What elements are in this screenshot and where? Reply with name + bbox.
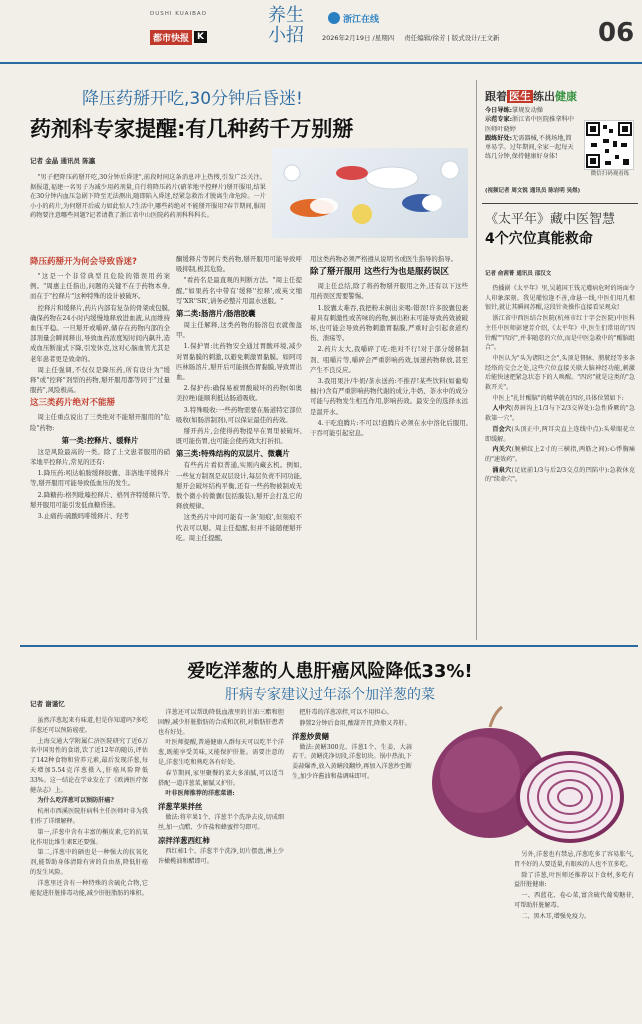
types-intro: 周主任重点说出了三类绝对不能掰开服用的"危险"药物: (30, 413, 170, 432)
a3c2-para: 春节期间,家里聚餐的菜大多油腻,可以适当搭配一道洋葱菜,解腻又护肝。 (158, 769, 284, 787)
onion-illustration (420, 705, 632, 845)
main-column-divider (476, 80, 477, 640)
recipe1-title: 洋葱苹果拌丝 (158, 802, 203, 812)
pills-photo (272, 148, 468, 238)
feature-label: 跟练好处: (485, 134, 513, 142)
article1-col3 (310, 254, 468, 638)
section-title-line2: 小招 (268, 25, 304, 46)
type1-item: 3.止痛药:硫酸吗啡缓释片、羟考 (37, 512, 129, 521)
col3-intro: 周主任总结,除了将药物掰开服用之外,还有以下这些用药误区需要警惕。 (310, 282, 468, 301)
article2-body (485, 284, 635, 636)
article2-byline: 记者 俞茜菁 通讯员 邵汉文 (485, 271, 552, 277)
col3-item: 2.药片太大,我嚼碎了吃:绝对不行!对于部分缓释制剂、咀嚼片等,嚼碎会严重影响药效,加速药物释放,甚至产生不良反应。 (310, 345, 468, 374)
demo-value: 浙江省中医院推拿科中医师叶晓婷 (485, 116, 574, 133)
a3c4-para: 二、黑木耳,增强免疫力。 (521, 912, 591, 920)
onion-photo (420, 705, 632, 845)
qr-label: 微信扫码观看练 (590, 171, 630, 177)
header-info (322, 34, 572, 44)
partner-logo (328, 10, 379, 26)
type1-item: 1.降压药:吲达帕胺缓释胶囊、非洛地平缓释片等,掰开服用可能导致低血压的发生。 (30, 469, 170, 488)
video-credit: (视频记者 周文锐 通讯员 陈岩明 吴煜) (485, 188, 581, 194)
editors: 责任编辑/徐芳 | 版式设计/王文新 (404, 34, 500, 42)
feature-value: 无需器械,不挑场地,简单易学。过年期间,全家一起每天练几分钟,保持健康好身体! (485, 134, 574, 161)
sidebar-info (485, 106, 577, 162)
acupoint-item (485, 445, 635, 464)
date-line: 2026年2月19日 /星期四 (322, 34, 395, 42)
article1-col1 (30, 254, 170, 638)
article3-subhead: 肝病专家建议过年添个加洋葱的菜 (225, 687, 435, 703)
a3c1-para: 杭州市西溪医院肝病科主任医师叶非为我们作了详细解释。 (30, 808, 148, 825)
a3c1-para: 上海交通大学附属仁济医院研究了近6万名中国男性的食谱,饮了近12年的随访,评估了142种食物和营养元素,最后发现洋葱,每天增加5.54克洋葱摄入,肝癌风险降低33%。这一结论在学业发在了《欧洲医疗保健杂志》上。 (30, 737, 148, 794)
col2-cont: 酮缓释片等阿片类药物,掰开服用可能导致呼吸抑制,极其危险。 (176, 255, 302, 274)
a3c3-para: 把肝毒的洋葱凉拌,可以不用担心。 (299, 709, 393, 716)
brand-mid: 练出 (533, 90, 555, 103)
masthead (0, 0, 642, 60)
q-para: 周主任强调,不仅仅是降压药,所有设计为"缓释"或"控释"剂型的药物,掰开服用都等同于"过量服药",风险极高。 (30, 365, 170, 395)
q-para: 控释片和缓释片,药片内部有复杂的骨架或包膜,确保药物在24小时内缓慢地释放进血液,从而维持血压平稳。一旦掰开或嚼碎,储存在药物内部的全部剂量会瞬间释出,导致血药浓度短时间内飙升,造成血压断崖式下降,引发休克,这对心脑血管尤其是老年患者更是致命的。 (30, 303, 170, 363)
acupoint-name: 涌泉穴 (492, 466, 512, 474)
section-title (268, 6, 318, 46)
demo-row (485, 115, 577, 134)
a3c1-para: 第一,洋葱中含有丰富的槲皮素,它的抗氧化作用比维生素E还要强。 (30, 828, 148, 846)
masthead-logo (150, 30, 207, 44)
a3c2-para: 洋葱还可以帮助降低血液里的甘油三酯和胆固醇,减少肝脏脂肪的合成和沉积,对脂肪肝患者也有好处。 (158, 709, 284, 736)
qr-code[interactable] (584, 120, 634, 170)
type3-title: 第三类:特殊结构的双层片、微囊片 (176, 449, 290, 459)
type2-point: 1.保护胃:比药物安全通过胃酸环境,减少对胃黏膜的刺激,以避免刺激胃黏膜。如阿司匹林肠溶片,掰开后可能损伤胃黏膜,导致胃出血。 (176, 342, 302, 382)
acupoint-intro: 中医上"扎针醒脑"的精华就在四窍,具体位置如下: (492, 394, 624, 402)
article1-headline: 药剂科专家提醒:有几种药千万别掰 (30, 117, 354, 141)
col3-item: 1.胶囊太难吞,我把粉末倒出来喝:错误!许多胶囊包裹着具有刺激性或苦味的药物,倒出粉末可能导致药效被破坏,也可能会导致药物刺激胃黏膜,严重时会引起食道灼伤、溃疡等。 (310, 303, 468, 343)
article1-kicker: 降压药掰开吃,30分钟后昏迷! (82, 89, 303, 109)
section-divider (20, 645, 638, 647)
type2-title: 第二类:肠溶片/肠溶胶囊 (176, 309, 256, 319)
type1-item: 2.降糖药:格列吡嗪控释片、格列齐特缓释片等,掰开服用可能引发低血糖昏迷。 (30, 490, 170, 509)
article2-para: 浙江省中西医结合医院(杭州市红十字会医院)中医科主任中医师彭建芳介绍,《太平年》中,医生们常用的"四针醒""四窍",并非随意的穴位,而是中医急救中的"醒脑组合"。 (485, 315, 635, 352)
a3c4-para: 另外,洋葱也有禁忌,洋葱吃多了容易胀气,胃不好的人要适量,有眼疾的人也不宜多吃。 (514, 851, 634, 868)
today-value: 掌规发动操 (512, 107, 543, 114)
article1-lead (30, 173, 266, 251)
partner-logo-icon (328, 12, 340, 24)
demo-label: 示范专家: (485, 116, 513, 124)
article2-para: 中医认为"头为诸阳之会",头顶是督脉、膀胱经等多条经络的交会之处,这些穴位直接关联大脑神经功能,刺激后能快速把紧急状态下的人唤醒。"四窍"就是这类的"急救开关"。 (485, 354, 635, 392)
article2-title-line1: 《太平年》藏中医智慧 (485, 212, 616, 227)
article3-byline: 记者 谢谨忆 (30, 700, 65, 708)
type2-point: 3.特殊吸收:一些药物需要在肠道特定部位吸收(如肠溶制剂),可以保证最佳的药效。 (176, 405, 302, 424)
paper-name: 都市快报 (150, 30, 192, 45)
article3-col4 (514, 850, 634, 1020)
a3c4-para: 除了洋葱,叶医师还推荐以下食材,多吃有益肝脏健康: (514, 871, 634, 889)
col3-top: 用这类药物必须严格遵从说明书或医生指导的指导。 (310, 255, 457, 263)
col2-end: 这类药片中间可能有一条'刻痕',但刻痕不代表可以掰。周主任提醒,但并不能随便掰开吃。周主任提醒, (176, 513, 302, 542)
partner-logo-text: 浙江在线 (343, 14, 380, 25)
acupoint-desc: (头顶正中,两耳尖直上连线中点):头晕眼花立即缓解。 (485, 425, 635, 443)
acupoint-desc: (足底前1/3与后2/3交点的凹陷中):急救休克的"续命穴"。 (485, 466, 635, 484)
type2-para: 掰开药片,会使得药物提早在胃里被破坏,既可能伤胃,也可能会使药效大打折扣。 (176, 427, 302, 446)
pills-illustration (272, 148, 468, 238)
recipe1-text: 做法:将苹果1个、洋葱半个洗净去皮,切成细丝,加一点醋、少许盐和蜂蜜拌匀即可。 (158, 814, 284, 831)
sidebar-divider (482, 203, 638, 204)
article3-headline: 爱吃洋葱的人患肝癌风险降低33%! (187, 661, 473, 682)
a3c1-para: 为什么吃洋葱可以预防肝癌? (37, 797, 115, 805)
brand-prefix: 跟着 (485, 90, 507, 103)
type2-text: 周主任解释,这类药物的肠溶包衣就像盔甲。 (176, 321, 302, 340)
recipe2-text: 西红柿1个、洋葱半个洗净,切片摆盘,淋上少许橄榄油和醋即可。 (158, 847, 284, 865)
today-row (485, 106, 577, 115)
section-title-line1: 养生 (268, 5, 304, 26)
a3c4-para: 一、西蓝花、卷心菜,富含硫代葡萄糖苷,可帮助肝脏解毒。 (514, 892, 634, 909)
type1-text: 这是风险最高的一类。除了上文患者服用的硝苯地平控释片,常见的还有: (30, 447, 170, 467)
masthead-brand-line: DUSHI KUAIBAO (150, 11, 207, 17)
a3c3-para: 静置2分钟后食用,酸甜开胃,降脂又养肝。 (299, 719, 411, 727)
article1-col2 (176, 254, 302, 638)
header-divider (0, 62, 642, 64)
type1-title: 第一类:控释片、缓释片 (61, 435, 139, 445)
acupoint-desc: (鼻唇沟上1/3与下2/3交界处):急性昏厥的"急救第一穴"。 (485, 405, 635, 423)
article3-col2 (158, 708, 284, 1018)
recipe3-text: 做法:黄鳝300克、洋葱1个、生姜、大蒜若干。黄鳝洗净切段,洋葱切块。锅中热油,下姜蒜爆香,放入黄鳝段翻炒,再加入洋葱炒至断生,加少许酱油和盐调味即可。 (292, 743, 412, 780)
acupoint-item (485, 466, 635, 485)
article3-col1 (30, 716, 148, 1018)
a3c1-para: 第二,洋葱中的硒也是一种强大的抗氧化剂,能帮助身体清除有害的自由基,降低肝癌的发生风险。 (30, 849, 148, 876)
type2-point: 2.保护药:确保易被胃酸破坏的药物(如奥美拉唑)能顺利抵达肠道吸收。 (176, 384, 302, 403)
a3c1-para: 洋葱里还含有一种特殊的含硫化合物,它能促进肝脏排毒功能,减少肝脏脂肪的堆积。 (30, 879, 148, 897)
today-label: 今日导练: (485, 107, 513, 114)
acupoint-name: 人中穴 (492, 405, 512, 413)
a3c1-para: 虽然洋葱起来有味道,但是你知道吗?多吃洋葱还可以预防癌症。 (30, 717, 148, 734)
acupoint-name: 内关穴 (492, 446, 512, 454)
qr-code-icon (585, 121, 633, 169)
sidebar-brand (485, 88, 635, 104)
col3-title: 除了掰开服用 这些行为也是服药误区 (310, 267, 449, 278)
col3-item: 3.我用果汁/牛奶/茶水送药:不推荐!某些饮料(如葡萄柚汁)含有严重影响药物代谢的成分,牛奶、茶水中的成分可能与药物发生相互作用,影响药效。最安全的选择永远是温开水。 (310, 377, 468, 416)
types-title: 这三类药片绝对不能掰 (30, 398, 116, 409)
acupoint-item (485, 404, 635, 423)
brand-red: 医生 (509, 90, 531, 103)
page-number: 06 (598, 18, 635, 48)
paper-letter: K (194, 31, 207, 43)
article1-byline: 记者 金晶 通讯员 陈瀛 (30, 157, 96, 165)
type3-text: 有些药片看似普通,实则内藏玄机。例如,一些复方制剂是双层设计,每层负责不同功能,掰开会破坏结构平衡,还有一些药物被制成无数个微小的微囊(包括膜装),掰开会打乱它的释放规律。 (176, 461, 302, 511)
acupoint-item (485, 425, 635, 444)
article1-lead-text: "男子把降压药掰开吃,30分钟后昏迷",前段时间这条消息冲上热搜,引发广泛关注。据报道,福建一名男子为减少用药剂量,自行将降压药片(硝苯地平控释片)掰开服用,结果在30分钟内血压急剧下降至无法测出,随即陷入昏迷,经紧急救治才脱离生命危险。一片小小的药片,为何掰开后威力如此惊人?生活中,哪些药绝对不能掰开服用?春节期间,服用药物要注意哪些问题?记者请教了浙江省中山医院药药剂科科科长。 (30, 174, 266, 220)
col2-tip: "看药名是最直观的判断方法。"周主任提醒,"如果药名中带有'缓释''控释',或英文缩写'XR''SR',请务必整片用温水送服。" (176, 276, 302, 305)
article3-col3 (292, 708, 412, 1018)
feature-row (485, 134, 577, 162)
recipes-title: 叶非医师推荐的洋葱菜谱: (165, 790, 235, 798)
q-title: 降压药掰开为何会导致昏迷? (30, 257, 137, 267)
q-para: "这是一个非常典型且危险的错误用药案例。"周惠主任指出,问题的关键不在于药物本身,而在于"控释片"这种特殊的设计被破坏。 (30, 272, 170, 301)
article2-title-line2: 4个穴位真能救命 (485, 231, 593, 247)
acupoint-desc: (腕横纹上2寸的三横指,两筋之间):心悸胸痛的"速效药"。 (485, 446, 635, 463)
col3-item: 4.干吃泡腾片:不可以!泡腾片必须在水中溶化后服用,干吞可能引起窒息。 (310, 418, 468, 438)
article2-para: 热播剧《太平年》里,吴越国王钱元瓘病危时的场面令人印象深刻。我见瓘惊逢不善,命悬一线,中医们用几根银针,就让其瞬间苏醒,这段针灸操作直接看呆观众! (485, 285, 635, 312)
acupoint-name: 百会穴 (492, 425, 512, 433)
a3c2-para: 叶医师提醒,普通健康人群每天可以吃半个洋葱,既能享受美味,又能保护肝脏。需要注意的是,洋葱生吃和熟吃各有好处。 (158, 739, 284, 766)
brand-green: 健康 (555, 90, 577, 103)
recipe2-title: 凉拌洋葱西红柿 (158, 835, 210, 845)
recipe3-title: 洋葱炒黄鳝 (292, 731, 329, 741)
